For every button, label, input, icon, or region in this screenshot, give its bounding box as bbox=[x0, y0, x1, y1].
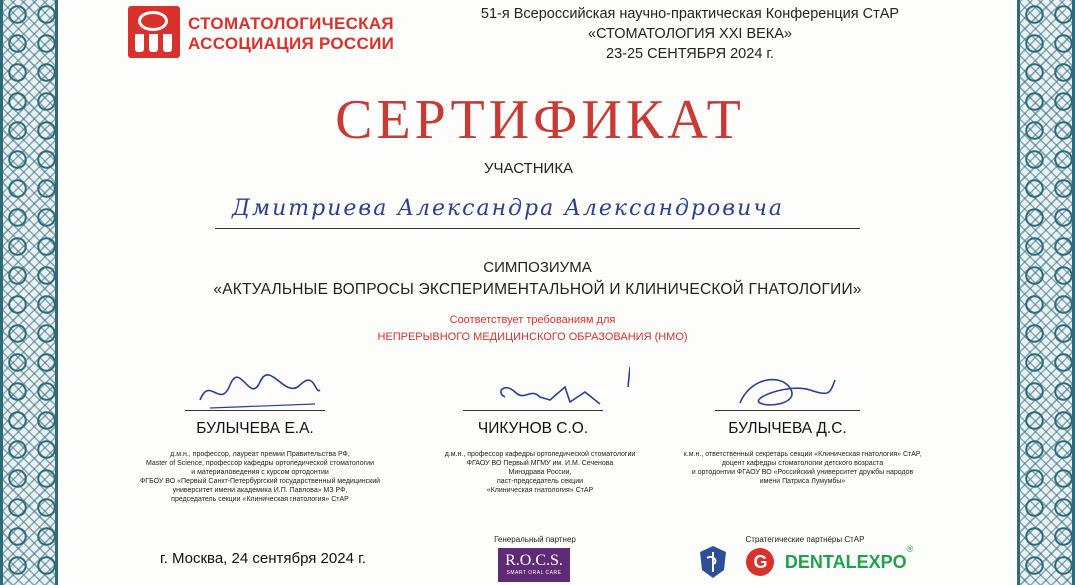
name-underline bbox=[215, 228, 860, 229]
dentalexpo-logo: DENTALEXPO bbox=[784, 551, 907, 572]
conference-line2: «СТОМАТОЛОГИЯ XXI ВЕКА» bbox=[588, 26, 792, 42]
nmo-line2: НЕПРЕРЫВНОГО МЕДИЦИНСКОГО ОБРАЗОВАНИЯ (НМО) bbox=[377, 331, 688, 343]
signatory-desc-3: к.м.н., ответственный секретарь секции «Клиническая гнатология» СтАР, доцент кафедры стоматологии детского возраста и ортодонтии ФГАОУ ВО «Российский университет дружбы народов имени Патриса Лумумбы» bbox=[683, 451, 922, 485]
signature-2 bbox=[490, 362, 630, 417]
signatory-name-2: ЧИКУНОВ С.О. bbox=[477, 420, 589, 437]
nmo-line1: Соответствует требованиям для bbox=[449, 314, 616, 326]
conference-dates: 23-25 СЕНТЯБРЯ 2024 г. bbox=[606, 46, 774, 62]
association-emblem-icon bbox=[696, 544, 730, 580]
org-name bbox=[188, 14, 394, 54]
conference-line1: 51-я Всероссийская научно-практическая Конференция СтАР bbox=[480, 6, 900, 22]
symposium-label: СИМПОЗИУМА bbox=[483, 259, 592, 276]
strategic-partners-label: Стратегические партнёры СтАР bbox=[745, 535, 865, 544]
place-date: г. Москва, 24 сентября 2024 г. bbox=[160, 550, 366, 567]
signatory-name-3: БУЛЫЧЕВА Д.С. bbox=[728, 420, 847, 437]
participant-name: Дмитриева Александра Александровича bbox=[232, 196, 785, 221]
signature-line-2 bbox=[463, 410, 603, 411]
rocs-logo-text: R.O.C.S. bbox=[505, 552, 563, 569]
signatory-name-1: БУЛЫЧЕВА Е.А. bbox=[196, 420, 314, 437]
org-name-line1: СТОМАТОЛОГИЧЕСКАЯ bbox=[188, 14, 394, 33]
dentalexpo-g-icon: G bbox=[746, 548, 774, 576]
star-logo-icon bbox=[128, 6, 180, 58]
org-name-line2: АССОЦИАЦИЯ РОССИИ bbox=[188, 34, 395, 53]
rocs-logo-sub: SMART ORAL CARE bbox=[506, 570, 562, 576]
rocs-logo bbox=[498, 548, 570, 582]
certificate-title: СЕРТИФИКАТ bbox=[335, 89, 745, 151]
general-partner-label: Генеральный партнер bbox=[494, 535, 576, 544]
signatory-desc-2: д.м.н., профессор кафедры ортопедической стоматологии ФГАОУ ВО Первый МГМУ им. И.М. Сеченова Минздрава России, паст-председатель секции «Клиническая гнатология» СтАР bbox=[444, 451, 636, 494]
signature-line-1 bbox=[185, 410, 325, 411]
participant-label: УЧАСТНИКА bbox=[484, 160, 574, 177]
signature-1 bbox=[190, 370, 330, 420]
strategic-partners-logos bbox=[696, 544, 913, 580]
symposium-title: «АКТУАЛЬНЫЕ ВОПРОСЫ ЭКСПЕРИМЕНТАЛЬНОЙ И КЛИНИЧЕСКОЙ ГНАТОЛОГИИ» bbox=[213, 281, 862, 298]
dentalexpo-registered: ® bbox=[906, 544, 914, 554]
signature-line-3 bbox=[715, 410, 860, 411]
signatory-desc-1: д.м.н., профессор, лауреат премии Правительства РФ, Master of Science, профессор кафедры ортопедической стоматологии и материаловедения с курсом ортодонтии ФГБОУ ВО «Первый Санкт-Петербургский государственный медицинский университет имени академика И.П. Павлова» МЗ РФ, председатель секции «Клиническая гнатология» СтАР bbox=[139, 451, 381, 503]
